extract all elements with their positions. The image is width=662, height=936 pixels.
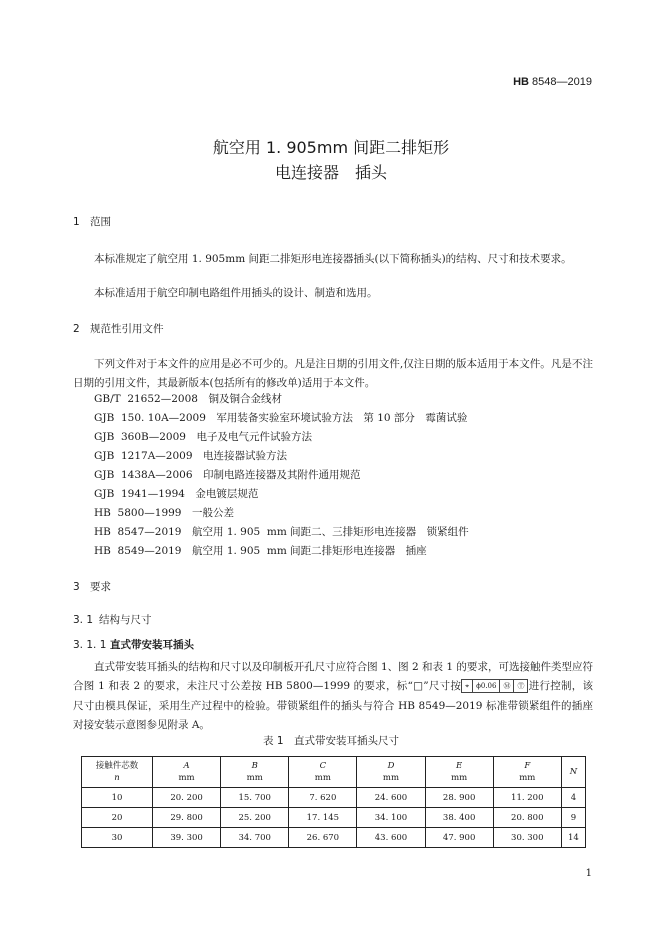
- section-1-paragraph-1: [73, 250, 593, 269]
- standard-code-prefix: HB: [513, 76, 529, 88]
- table-cell: 4: [561, 788, 585, 808]
- table-row: [82, 828, 586, 848]
- header-cell-a: [153, 757, 221, 788]
- header-cell-e: [425, 757, 493, 788]
- table-cell: 24. 600: [357, 788, 425, 808]
- section-number: 1: [73, 216, 80, 228]
- section-1-paragraph-2: [73, 284, 593, 303]
- section-title: 规范性引用文件: [90, 323, 164, 335]
- section-number: 3. 1: [73, 614, 94, 626]
- table-cell: 26. 670: [289, 828, 357, 848]
- table-cell: 14: [561, 828, 585, 848]
- header-label: 接触件芯数: [95, 761, 139, 771]
- header-cell-N: [561, 757, 585, 788]
- section-title: 范围: [90, 216, 111, 228]
- standard-code-number: 8548—2019: [529, 76, 592, 88]
- table-cell: 20. 800: [493, 808, 561, 828]
- header-label: D: [387, 761, 395, 771]
- header-cell-f: [493, 757, 561, 788]
- table-1: [81, 756, 586, 848]
- table-1-caption: 表 1 直式带安装耳插头尺寸: [262, 735, 400, 747]
- header-cell-n: [82, 757, 153, 788]
- paragraph-text: 本标准规定了航空用 1. 905mm 间距二排矩形电连接器插头(以下简称插头)的结构、尺寸和技术要求。: [94, 253, 572, 265]
- section-3-1-heading: [73, 612, 152, 627]
- table-cell: 47. 900: [425, 828, 493, 848]
- header-unit: mm: [246, 773, 263, 783]
- section-3-heading: [73, 579, 111, 594]
- datum-ref-2: Ⓣ: [517, 682, 525, 691]
- reference-item: GJB 150. 10A—2009 军用装备实验室环境试验方法 第 10 部分 霉菌试验: [94, 412, 468, 424]
- table-cell: 38. 400: [425, 808, 493, 828]
- table-header-row: [82, 757, 586, 788]
- position-tolerance-icon: ⌖: [462, 680, 473, 692]
- paragraph-text: 下列文件对于本文件的应用是必不可少的。凡是注日期的引用文件,仅注日期的版本适用于本文件。凡是不注日期的引用文件，其最新版本(包括所有的修改单)适用于本文件。: [73, 358, 593, 390]
- table-cell: 20: [82, 808, 153, 828]
- header-unit: n: [114, 773, 120, 783]
- reference-item: HB 8549—2019 航空用 1. 905 mm 间距二排矩形电连接器 插座: [94, 545, 427, 557]
- section-number: 3: [73, 581, 80, 593]
- header-cell-b: [221, 757, 289, 788]
- header-unit: mm: [519, 773, 536, 783]
- paragraph-text: 本标准适用于航空印制电路组件用插头的设计、制造和选用。: [94, 287, 378, 299]
- section-title: 要求: [90, 581, 111, 593]
- header-unit: mm: [178, 773, 195, 783]
- header-label: C: [319, 761, 327, 771]
- paragraph-text: 进行控制，该尺寸由模具保证，采用生产过程中的检验。带锁紧组件的插头与符合 HB 8549—2019 标准带锁紧组件的插座对接安装示意图参见附录 A。: [73, 680, 594, 731]
- section-title: 结构与尺寸: [99, 614, 152, 626]
- reference-item: HB 8547—2019 航空用 1. 905 mm 间距二、三排矩形电连接器 锁紧组件: [94, 526, 469, 538]
- header-label: N: [569, 767, 578, 777]
- header-cell-d: [357, 757, 425, 788]
- header-label: A: [183, 761, 190, 771]
- section-3-1-1-paragraph: [73, 658, 593, 735]
- header-unit: mm: [382, 773, 400, 783]
- table-cell: 29. 800: [153, 808, 221, 828]
- paragraph-text: 直式带安装耳插头的结构和尺寸以及印制板开孔尺寸应符合图 1、图 2 和表 1 的要求，可选接触件类型应符合图 1 和表 2 的要求，未注尺寸公差按 HB 5800—1999 的要求，标“□”尺寸按: [73, 661, 593, 693]
- reference-item: GJB 360B—2009 电子及电气元件试验方法: [94, 431, 312, 443]
- datum-ref-1: Ⓜ: [500, 680, 514, 692]
- table-cell: 15. 700: [221, 788, 289, 808]
- section-3-1-1-heading: [73, 637, 194, 652]
- reference-item: GJB 1217A—2009 电连接器试验方法: [94, 450, 288, 462]
- section-1-heading: [73, 214, 111, 229]
- table-cell: 30. 300: [493, 828, 561, 848]
- section-title: 直式带安装耳插头: [110, 639, 194, 651]
- reference-item: GJB 1438A—2006 印制电路连接器及其附件通用规范: [94, 469, 361, 481]
- header-label: B: [251, 761, 258, 771]
- table-cell: 34. 100: [357, 808, 425, 828]
- position-tolerance-frame: [461, 679, 528, 693]
- table-cell: 20. 200: [153, 788, 221, 808]
- header-unit: mm: [451, 773, 468, 783]
- header-label: E: [456, 761, 463, 771]
- section-2-heading: [73, 321, 164, 336]
- reference-item: GB/T 21652—2008 铜及铜合金线材: [94, 393, 282, 405]
- reference-item: GJB 1941—1994 金电镀层规范: [94, 488, 259, 500]
- table-cell: 17. 145: [289, 808, 357, 828]
- table-cell: 9: [561, 808, 585, 828]
- table-cell: 11. 200: [493, 788, 561, 808]
- document-title-line1: 航空用 1. 905mm 间距二排矩形: [212, 138, 450, 157]
- page-number: 1: [585, 868, 592, 879]
- table-cell: 28. 900: [425, 788, 493, 808]
- table-cell: 10: [82, 788, 153, 808]
- reference-item: HB 5800—1999 一般公差: [94, 507, 234, 519]
- section-number: 3. 1. 1: [73, 639, 107, 651]
- table-cell: 34. 700: [221, 828, 289, 848]
- section-number: 2: [73, 323, 80, 335]
- header-label: F: [524, 761, 531, 771]
- table-cell: 43. 600: [357, 828, 425, 848]
- section-2-intro: [73, 355, 593, 394]
- standard-code: [513, 76, 592, 88]
- tolerance-value: ϕ0.06: [473, 680, 500, 692]
- table-row: [82, 808, 586, 828]
- table-cell: 25. 200: [221, 808, 289, 828]
- table-row: [82, 788, 586, 808]
- table-cell: 7. 620: [289, 788, 357, 808]
- table-cell: 39. 300: [153, 828, 221, 848]
- header-unit: mm: [314, 773, 331, 783]
- table-cell: 30: [82, 828, 153, 848]
- document-title-line2: 电连接器 插头: [274, 163, 387, 182]
- header-cell-c: [289, 757, 357, 788]
